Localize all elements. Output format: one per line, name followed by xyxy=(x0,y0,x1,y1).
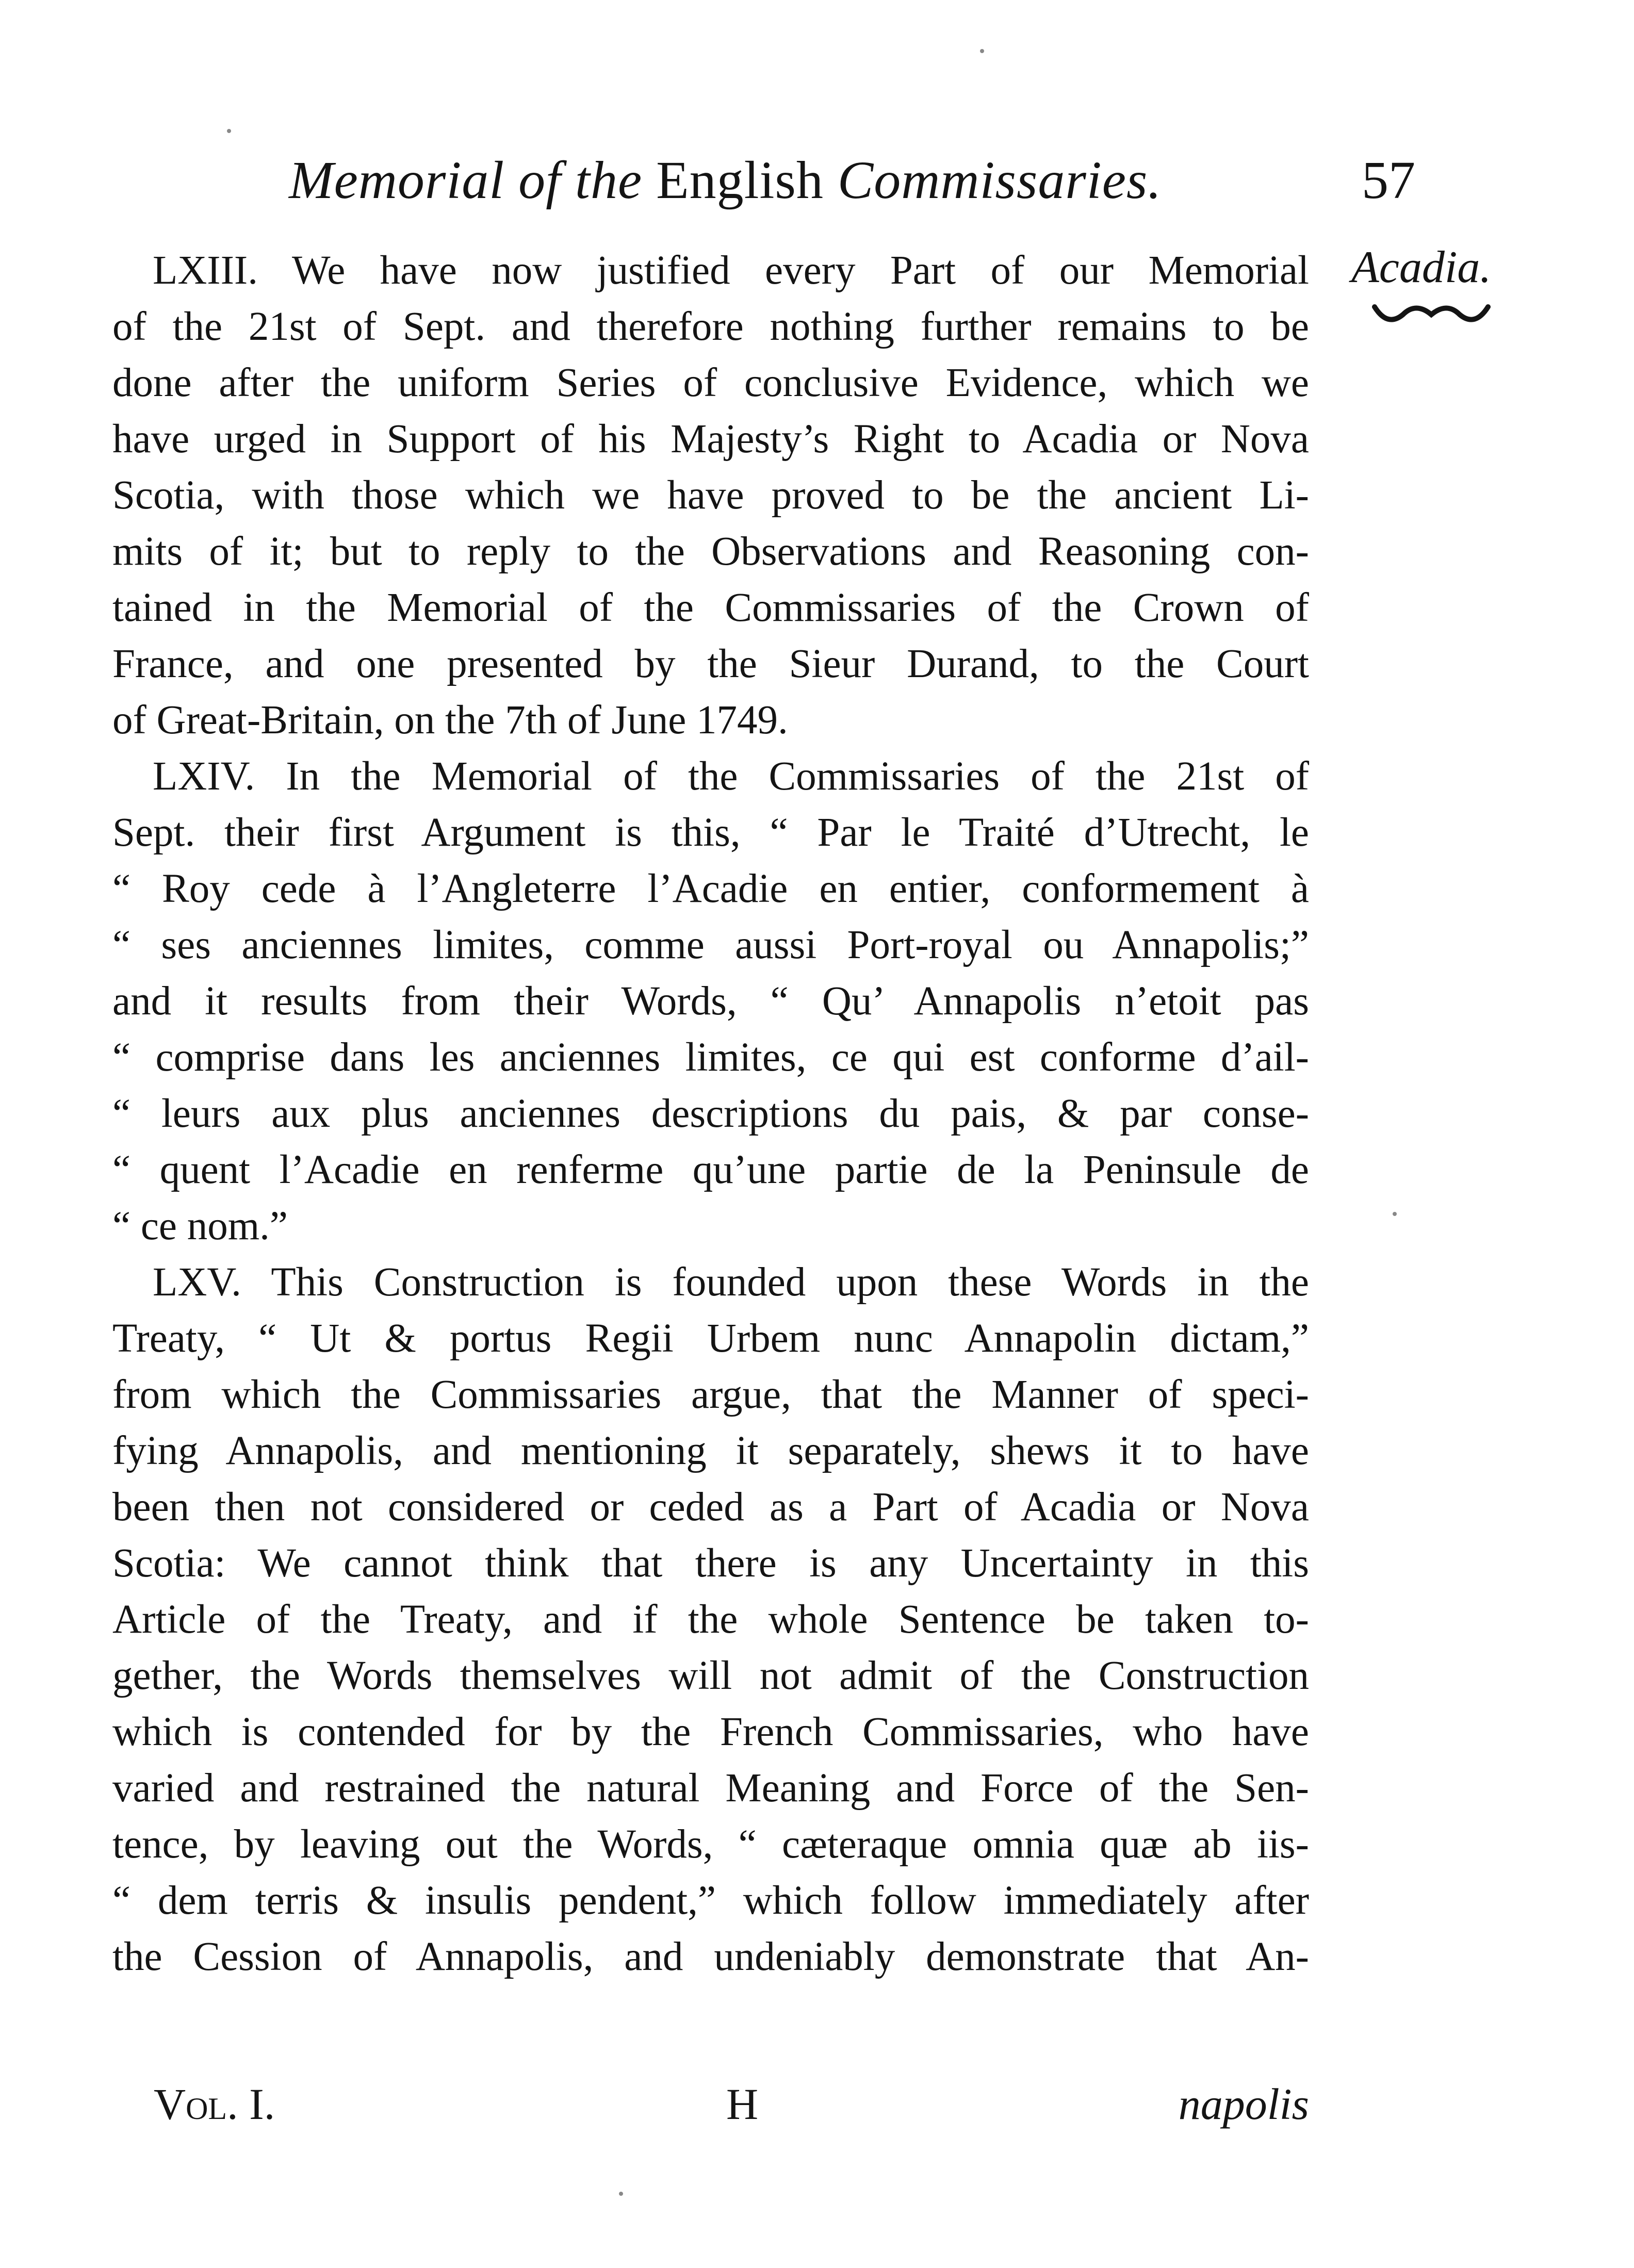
text-line: gether, the Words themselves will not admit of the Construction xyxy=(112,1653,1309,1698)
text-line: Scotia, with those which we have proved to be the ancient Li- xyxy=(112,473,1309,518)
text-line: LXIII. We have now justified every Part of our Memorial xyxy=(153,248,1309,293)
text-line: the Cession of Annapolis, and undeniably demonstrate that An- xyxy=(112,1934,1309,1979)
text-line: of Great-Britain, on the 7th of June 1749. xyxy=(112,698,788,743)
text-line: Treaty, “ Ut & portus Regii Urbem nunc Annapolin dictam,” xyxy=(112,1316,1309,1361)
text-line: Sept. their first Argument is this, “ Par le Traité d’Utrecht, le xyxy=(112,810,1309,855)
ink-speck xyxy=(1393,1212,1397,1216)
ink-speck xyxy=(227,129,231,133)
text-line: France, and one presented by the Sieur Durand, to the Court xyxy=(112,642,1309,686)
text-line: “ ses anciennes limites, comme aussi Port-royal ou Annapolis;” xyxy=(112,923,1309,967)
margin-note: Acadia. xyxy=(1351,242,1492,292)
margin-brace-icon xyxy=(1372,299,1491,330)
text-line: “ leurs aux plus anciennes descriptions du pais, & par conse- xyxy=(112,1091,1309,1136)
text-line: tence, by leaving out the Words, “ cæteraque omnia quæ ab iis- xyxy=(112,1822,1309,1867)
text-line: “ dem terris & insulis pendent,” which follow immediately after xyxy=(112,1878,1309,1923)
volume-marker: Vol. I. xyxy=(154,2079,275,2129)
text-line: which is contended for by the French Commissaries, who have xyxy=(112,1710,1309,1754)
text-line: mits of it; but to reply to the Observations and Reasoning con- xyxy=(112,529,1309,574)
running-head-italic-2: Commissaries. xyxy=(823,151,1162,210)
running-head-italic-1: Memorial of the xyxy=(289,151,657,210)
ink-speck xyxy=(619,2192,623,2196)
catchword: napolis xyxy=(1178,2079,1309,2129)
text-line: LXV. This Construction is founded upon these Words in the xyxy=(153,1260,1309,1305)
text-line: “ ce nom.” xyxy=(112,1204,288,1248)
page-footer xyxy=(112,2078,1309,2130)
text-line: Article of the Treaty, and if the whole Sentence be taken to- xyxy=(112,1597,1309,1642)
text-line: from which the Commissaries argue, that the Manner of speci- xyxy=(112,1372,1309,1417)
text-line: Scotia: We cannot think that there is any Uncertainty in this xyxy=(112,1541,1309,1586)
running-head xyxy=(289,150,1162,211)
text-line: and it results from their Words, “ Qu’ Annapolis n’etoit pas xyxy=(112,979,1309,1024)
text-line: of the 21st of Sept. and therefore nothing further remains to be xyxy=(112,304,1309,349)
ink-speck xyxy=(980,49,984,53)
text-line: been then not considered or ceded as a Part of Acadia or Nova xyxy=(112,1485,1309,1530)
text-line: varied and restrained the natural Meaning and Force of the Sen- xyxy=(112,1766,1309,1811)
text-line: fying Annapolis, and mentioning it separately, shews it to have xyxy=(112,1428,1309,1473)
body-text xyxy=(112,242,1309,1985)
text-line: LXIV. In the Memorial of the Commissaries of the 21st of xyxy=(153,754,1309,799)
text-line: “ quent l’Acadie en renferme qu’une partie de la Peninsule de xyxy=(112,1147,1309,1192)
page-number: 57 xyxy=(1362,151,1415,210)
text-line: “ Roy cede à l’Angleterre l’Acadie en entier, conformement à xyxy=(112,866,1309,911)
signature-mark: H xyxy=(726,2079,759,2129)
text-line: have urged in Support of his Majesty’s Right to Acadia or Nova xyxy=(112,417,1309,462)
text-line: “ comprise dans les anciennes limites, ce qui est conforme d’ail- xyxy=(112,1035,1309,1080)
text-line: tained in the Memorial of the Commissaries of the Crown of xyxy=(112,585,1309,630)
text-line: done after the uniform Series of conclusive Evidence, which we xyxy=(112,360,1309,405)
running-head-roman: English xyxy=(656,151,824,210)
